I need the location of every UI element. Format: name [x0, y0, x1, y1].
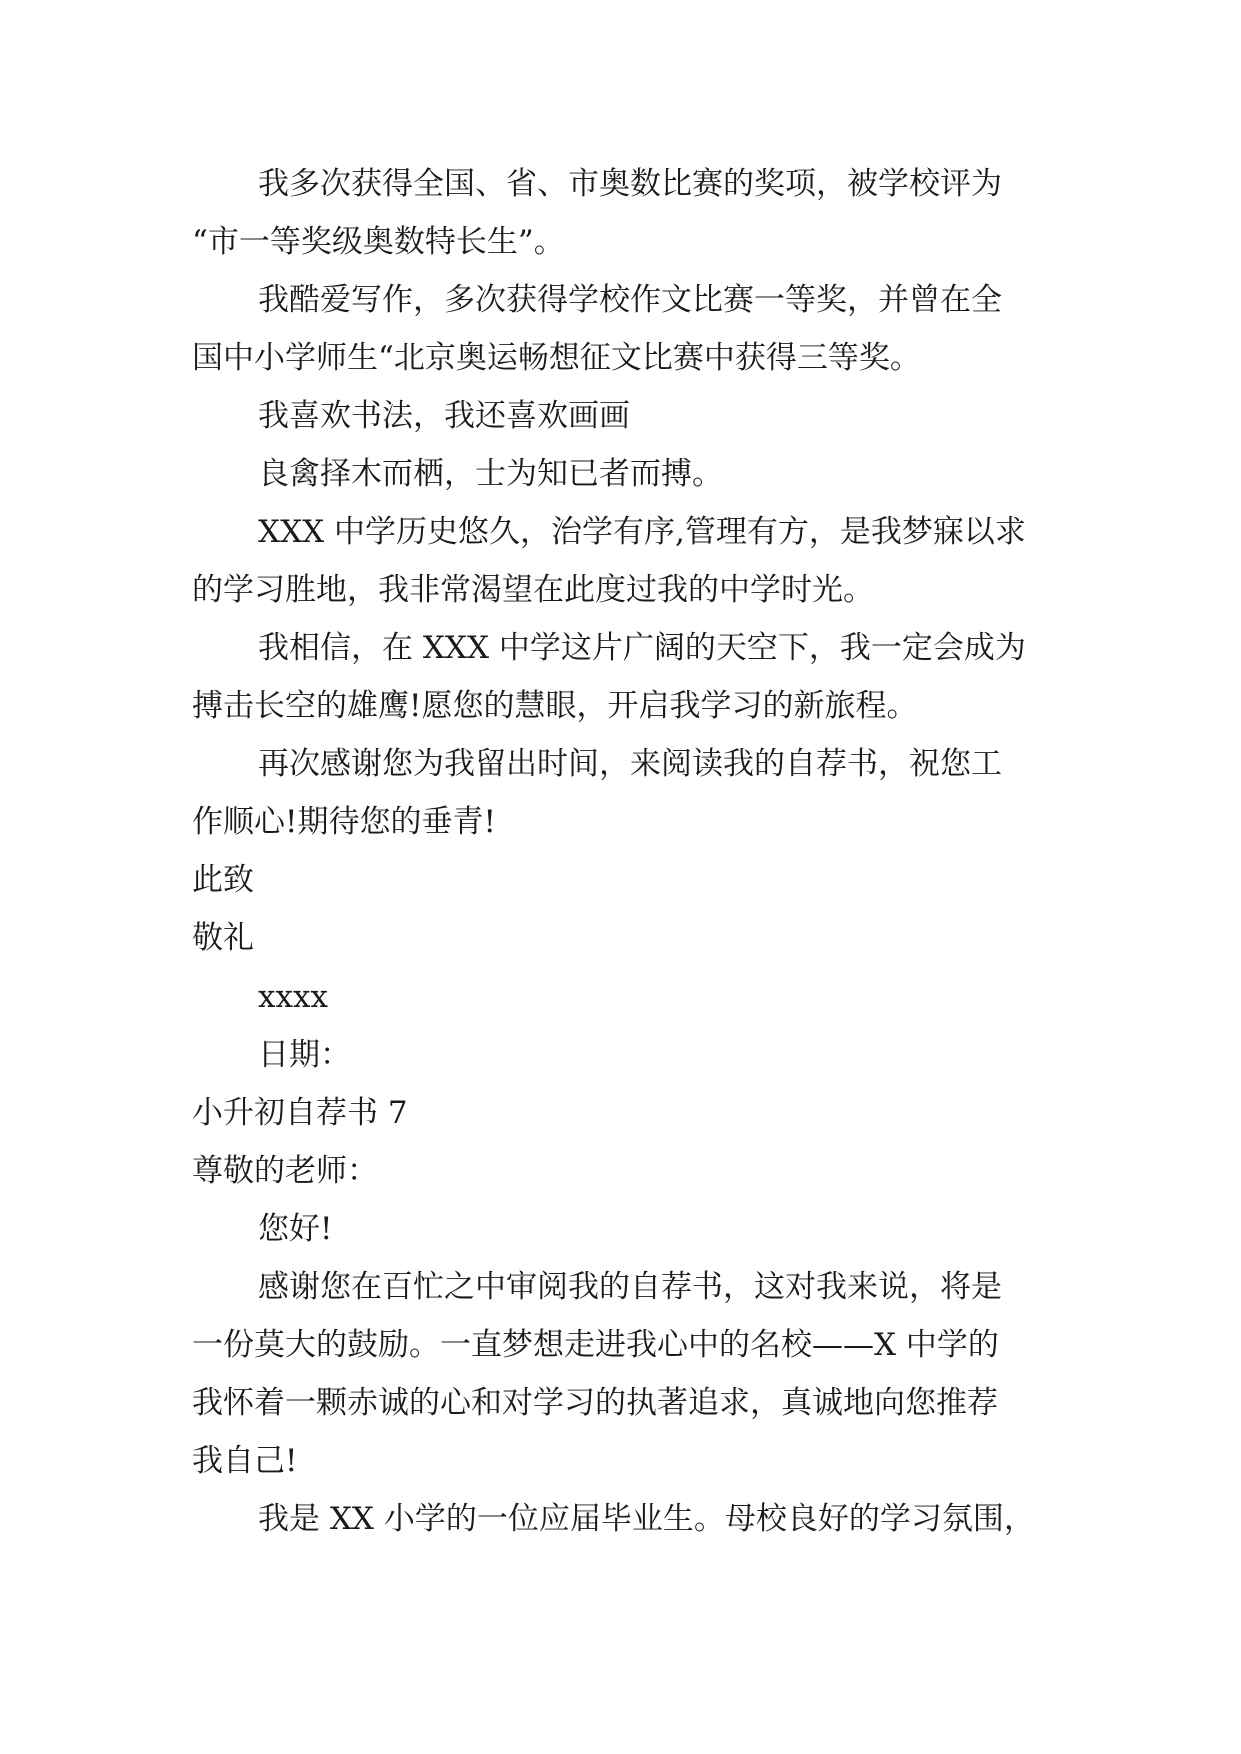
closing-ci-zhi: 此致 [192, 862, 254, 898]
paragraph-line: 我酷爱写作，多次获得学校作文比赛一等奖，并曾在全 [258, 282, 1002, 318]
paragraph-line: 一份莫大的鼓励。一直梦想走进我心中的名校——X 中学的 [192, 1327, 999, 1363]
paragraph-line: 我多次获得全国、省、市奥数比赛的奖项，被学校评为 [258, 166, 1002, 202]
paragraph-line: 感谢您在百忙之中审阅我的自荐书，这对我来说，将是 [258, 1269, 1002, 1305]
paragraph-line: 我喜欢书法，我还喜欢画画 [258, 398, 630, 434]
paragraph-line: 再次感谢您为我留出时间，来阅读我的自荐书，祝您工 [258, 746, 1002, 782]
paragraph-line: 我相信，在 XXX 中学这片广阔的天空下，我一定会成为 [258, 630, 1026, 666]
paragraph-line: 国中小学师生“北京奥运畅想征文比赛中获得三等奖。 [192, 340, 921, 376]
signature-date: 日期： [258, 1037, 351, 1073]
paragraph-line: “市一等奖级奥数特长生”。 [192, 224, 565, 260]
section-title: 小升初自荐书 7 [192, 1095, 408, 1131]
greeting: 您好! [258, 1211, 333, 1247]
closing-jing-li: 敬礼 [192, 920, 254, 956]
paragraph-line: 我是 XX 小学的一位应届毕业生。母校良好的学习氛围， [258, 1501, 1035, 1537]
paragraph-line: 我怀着一颗赤诚的心和对学习的执著追求，真诚地向您推荐 [192, 1385, 998, 1421]
paragraph-line: 我自己! [192, 1443, 298, 1479]
paragraph-line: 的学习胜地，我非常渴望在此度过我的中学时光。 [192, 572, 874, 608]
signature-name: xxxx [258, 979, 328, 1015]
paragraph-line: XXX 中学历史悠久，治学有序,管理有方，是我梦寐以求 [258, 514, 1026, 550]
salutation: 尊敬的老师： [192, 1153, 378, 1189]
paragraph-line: 搏击长空的雄鹰!愿您的慧眼，开启我学习的新旅程。 [192, 688, 918, 724]
paragraph-line: 作顺心!期待您的垂青! [192, 804, 496, 840]
paragraph-line: 良禽择木而栖，士为知已者而搏。 [258, 456, 723, 492]
